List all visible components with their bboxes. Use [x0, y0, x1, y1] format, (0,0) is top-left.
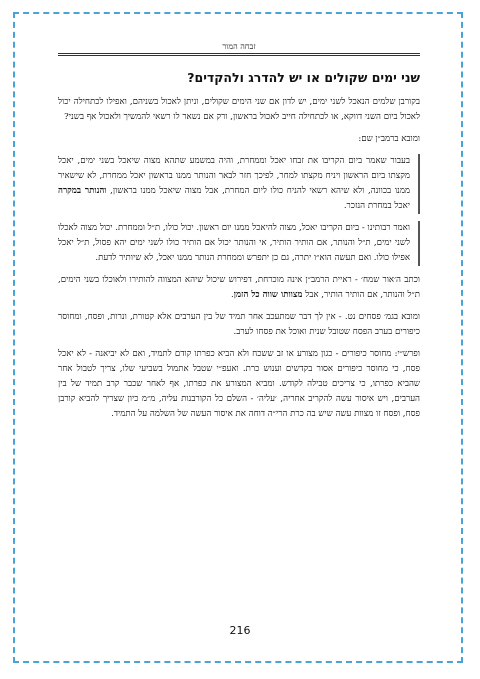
paragraph: ומובא ברמב״ן שם: [358, 134, 420, 144]
paragraph-text: וכתב ה׳אור שמח׳ - ראיית הרמב״ן אינה מוכרחת, דפירוש שיכול שיהא המצווה להותירו ולאוכלו בשני הימים, ת״ל והנותר, אם הותיר הותיר, אבל [58, 275, 420, 300]
paragraph-bold-text: מצוותו שווה כל הזמן [233, 290, 303, 300]
quote-text: יאכל במחרת הנזכר. [343, 201, 410, 211]
paragraph: בקורבן שלמים הנאכל לשני ימים, יש לדון אם שני הימים שקולים, וניתן לאכול בשניהם, ואפילו לכתחילה יכול לאכול ביום השני דווקא, או לכתחילה חייב לאכול בראשון, ורק אם נשאר לו רשאי להמשיך ולאכול אף בשני? [58, 97, 420, 122]
document-page [58, 42, 420, 429]
header-rule [58, 53, 420, 54]
block-quote: ואמר רבותינו - ביום הקריבו יאכל, מצוה להיאכל ממנו יום ראשון. יכול כולו, ת״ל וממחרת. יכול מצוה לאכלו לשני ימים, ת״ל והנותר, אם הותיר הותיר, אי והנותר יכול אם הותיר כולו לשני ימים יהא פסול, ת״ל יאכל אפילו כולו. ואם תעשה הוא״ו יתרה, גם כן יתפרש וממחרת הנותר ממנו יאכל, לא שיותיר לדעת. [58, 221, 420, 266]
running-head: זבחה המור [222, 42, 256, 51]
page-number: 216 [229, 624, 251, 637]
quote-bold-text: והנותר במקרה [58, 186, 107, 196]
paragraph: ומובא בגמ׳ פסחים נט. - אין לך דבר שמתעכב אחר תמיד של בין הערבים אלא קטורת, ונרות, ופסח, ומחוסר כיפורים בערב הפסח שטובל שנית ואוכל את פסחו לערב. [58, 312, 420, 337]
paragraph-text: . [231, 290, 234, 300]
paragraph [58, 273, 420, 303]
header-rule [58, 55, 420, 56]
block-quote [58, 154, 420, 214]
quote-text: בעבור שאמר ביום הקריבו את זבחו יאכל וממחרת, והיה במשמע שתהא מצוה שיאכל בשני ימים, יאכל מקצתו ביום הראשון ויניח מקצתו למחר, לפיכך חזר לבאר והנותר ממנו בראשון יאכל ממחרת, לא שישאיר ממנו בכוונה, ולא שיהא רשאי להניח כולו ליום המחרת, אבל מצוה שיאכל ממנו בראשון, [58, 156, 411, 196]
section-title: שני ימים שקולים או יש להדרג ולהקדים? [187, 70, 420, 85]
paragraph: ופרש״י: מחוסר כיפורים - כגון מצורע או זב ששכח ולא הביא כפרתו קודם לתמיד, ואם לא יביאנה - לא יאכל פסח, כי מחוסר כיפורים אסור בקדשים וענוש כרת. ואעפ״י שטבל אתמול בשביעי שלו, צריך לטבול אחר שהביא כפרתו, כי צריכים טבילה לקודש. ומביא המצורע את כפרתו, אף לאחר שכבר קרב תמיד של בין הערבים, ויש איסור עשה להקריב אחריה, ׳עליה׳ - השלם כל הקורבנות עליה, מ״מ כיון שצריך להביא קורבן פסח, ופסח זו מצוות עשה שיש בה כרת הרי״ה דוחה את איסור העשה של השלמה על התמיד. [58, 349, 420, 419]
